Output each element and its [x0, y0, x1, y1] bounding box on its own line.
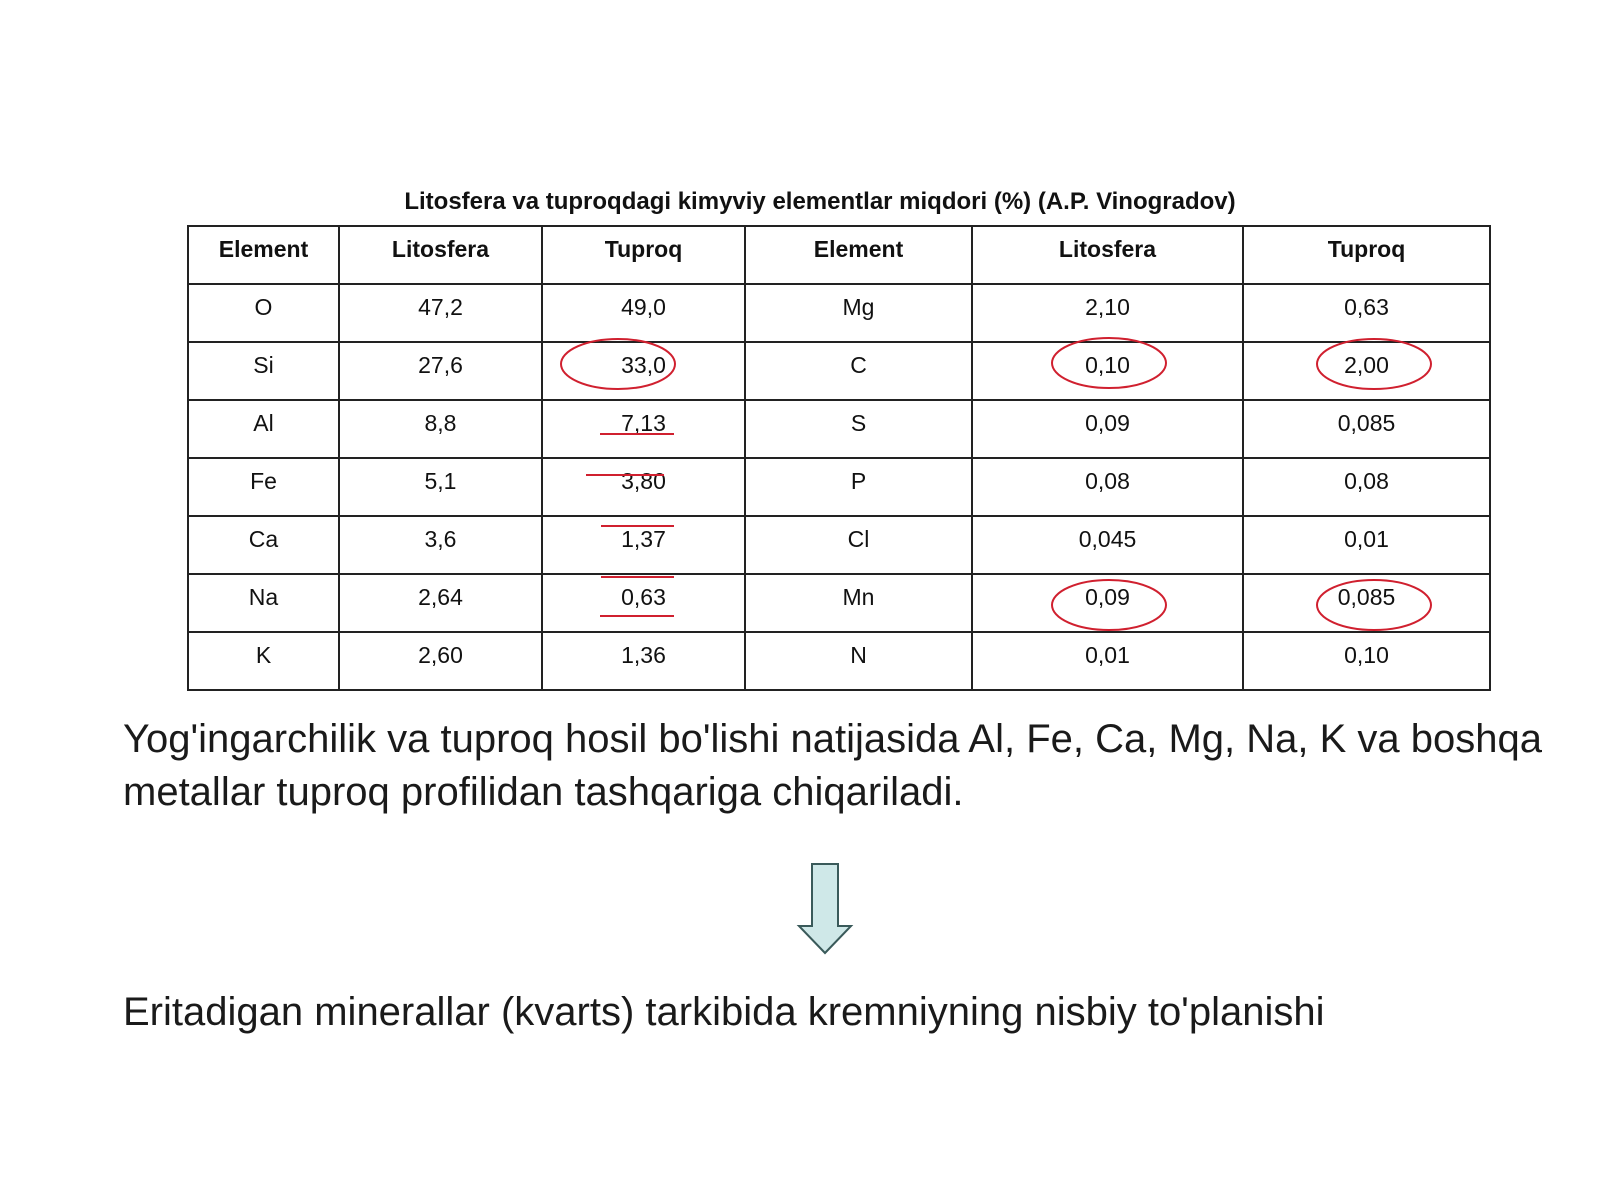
cell-tuproq: 33,0 — [542, 342, 745, 400]
table-row — [188, 632, 1490, 690]
cell-tuproq: 7,13 — [542, 400, 745, 458]
table-row — [188, 458, 1490, 516]
header-element: Element — [188, 226, 339, 284]
table-row — [188, 574, 1490, 632]
table-row — [188, 400, 1490, 458]
elements-table — [187, 225, 1491, 691]
cell-litosfera: 2,64 — [339, 574, 542, 632]
header-tuproq: Tuproq — [1243, 226, 1490, 284]
cell-litosfera: 5,1 — [339, 458, 542, 516]
cell-litosfera: 0,09 — [972, 400, 1243, 458]
table-row — [188, 284, 1490, 342]
cell-tuproq: 0,085 — [1243, 574, 1490, 632]
cell-element: Na — [188, 574, 339, 632]
cell-litosfera: 0,10 — [972, 342, 1243, 400]
cell-litosfera: 0,045 — [972, 516, 1243, 574]
header-litosfera: Litosfera — [972, 226, 1243, 284]
header-litosfera: Litosfera — [339, 226, 542, 284]
cell-litosfera: 2,10 — [972, 284, 1243, 342]
cell-element: C — [745, 342, 972, 400]
header-tuproq: Tuproq — [542, 226, 745, 284]
cell-element: Al — [188, 400, 339, 458]
cell-tuproq: 0,10 — [1243, 632, 1490, 690]
explanation-text: Yog'ingarchilik va tuproq hosil bo'lishi natijasida Al, Fe, Ca, Mg, Na, K va boshqa metallar tuproq profilidan tashqariga chiqariladi. — [123, 717, 1543, 814]
cell-tuproq: 0,63 — [542, 574, 745, 632]
cell-tuproq: 1,37 — [542, 516, 745, 574]
cell-element: Mg — [745, 284, 972, 342]
table-row — [188, 342, 1490, 400]
header-element: Element — [745, 226, 972, 284]
cell-element: K — [188, 632, 339, 690]
cell-tuproq: 0,63 — [1243, 284, 1490, 342]
cell-element: Si — [188, 342, 339, 400]
cell-tuproq: 49,0 — [542, 284, 745, 342]
cell-litosfera: 0,08 — [972, 458, 1243, 516]
cell-element: Ca — [188, 516, 339, 574]
cell-tuproq: 0,085 — [1243, 400, 1490, 458]
cell-litosfera: 47,2 — [339, 284, 542, 342]
cell-litosfera: 0,09 — [972, 574, 1243, 632]
cell-element: Mn — [745, 574, 972, 632]
cell-tuproq: 0,01 — [1243, 516, 1490, 574]
arrow-down-icon — [796, 862, 854, 956]
cell-element: O — [188, 284, 339, 342]
cell-element: Cl — [745, 516, 972, 574]
table-header-row — [188, 226, 1490, 284]
cell-tuproq: 1,36 — [542, 632, 745, 690]
cell-litosfera: 0,01 — [972, 632, 1243, 690]
cell-element: S — [745, 400, 972, 458]
cell-litosfera: 3,6 — [339, 516, 542, 574]
cell-tuproq: 0,08 — [1243, 458, 1490, 516]
cell-element: N — [745, 632, 972, 690]
cell-litosfera: 27,6 — [339, 342, 542, 400]
cell-element: Fe — [188, 458, 339, 516]
cell-litosfera: 2,60 — [339, 632, 542, 690]
cell-litosfera: 8,8 — [339, 400, 542, 458]
table-row — [188, 516, 1490, 574]
table-title: Litosfera va tuproqdagi kimyviy elementlar miqdori (%) (A.P. Vinogradov) — [404, 188, 1236, 215]
cell-tuproq: 2,00 — [1243, 342, 1490, 400]
conclusion-text: Eritadigan minerallar (kvarts) tarkibida kremniyning nisbiy to'planishi — [123, 990, 1325, 1034]
cell-tuproq: 3,80 — [542, 458, 745, 516]
cell-element: P — [745, 458, 972, 516]
